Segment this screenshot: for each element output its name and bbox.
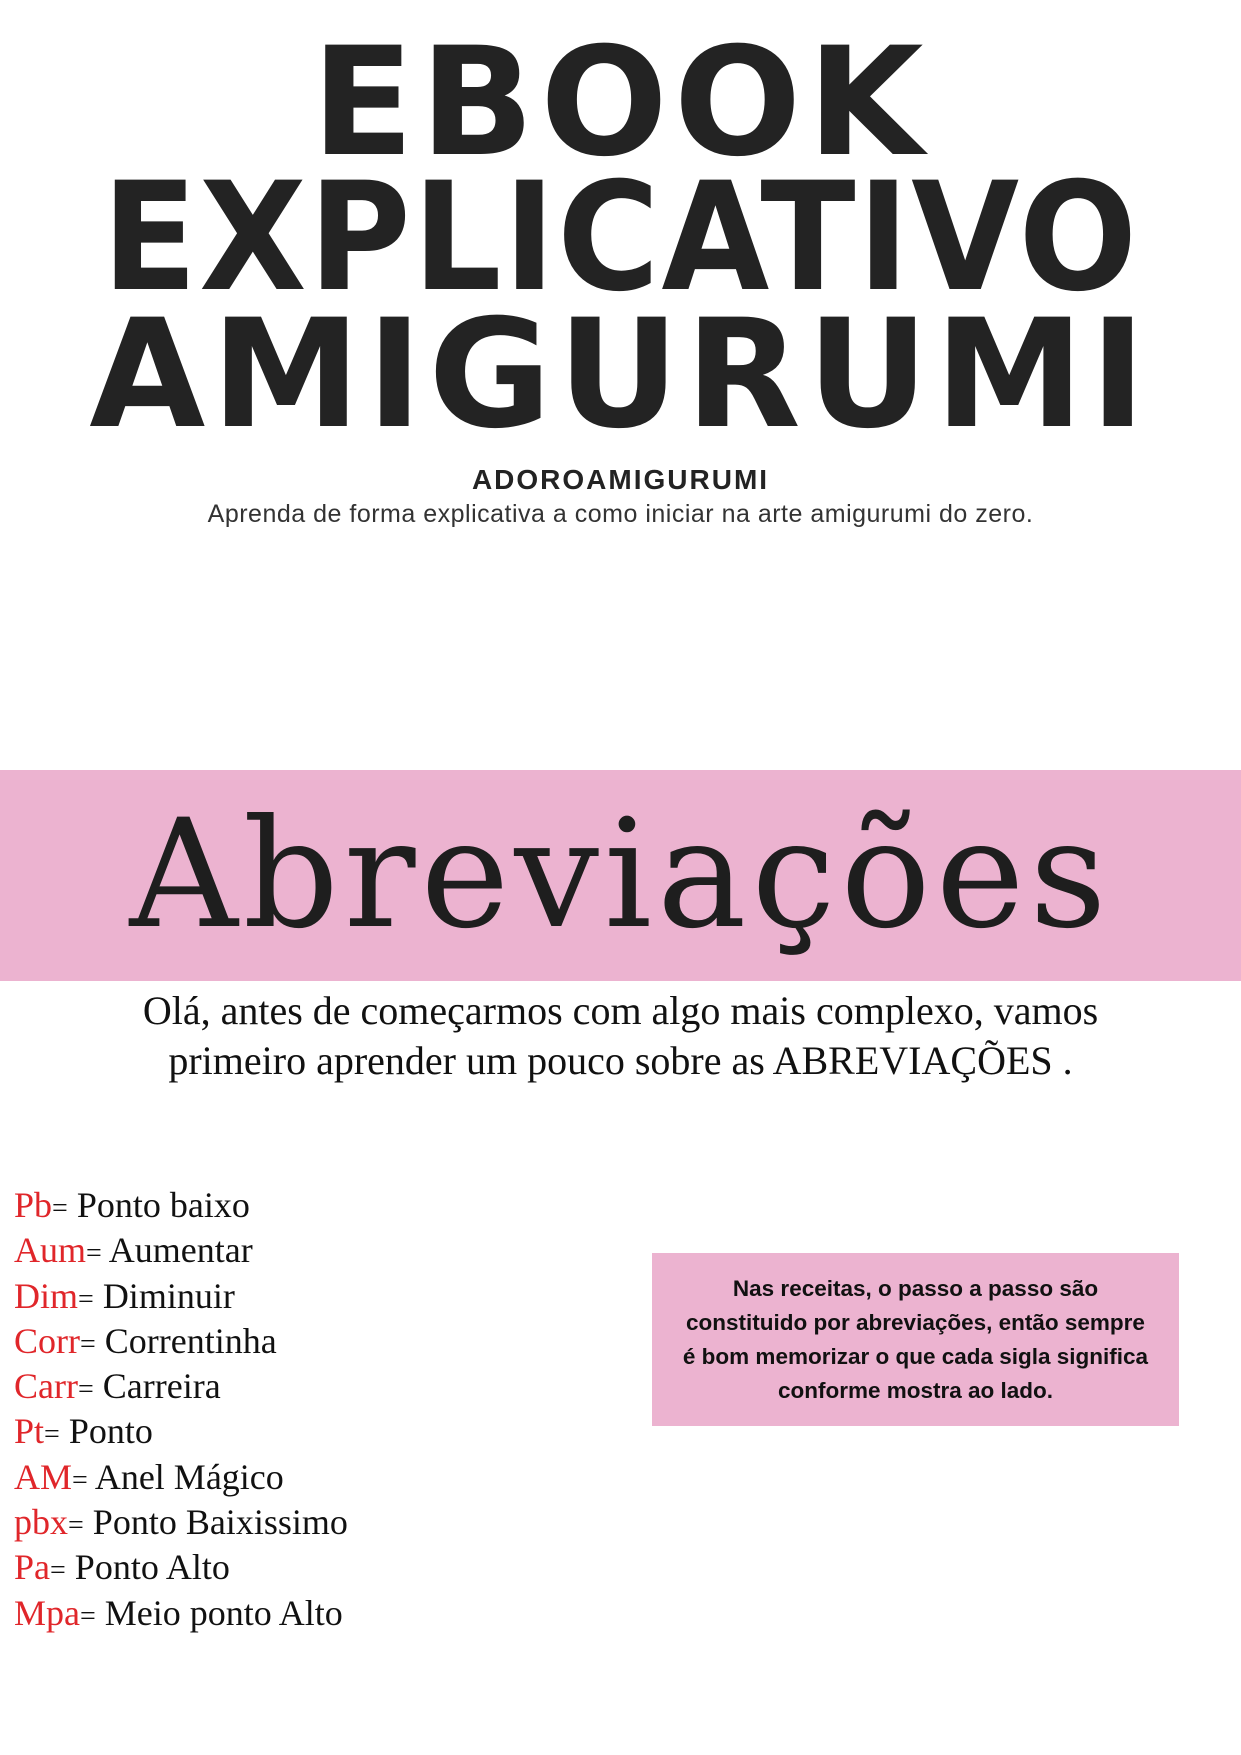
equals-sign: = [50, 1555, 66, 1587]
abbreviation-meaning: Carreira [93, 1366, 221, 1407]
abbreviation-meaning: Diminuir [93, 1275, 235, 1316]
abbreviation-meaning: Ponto Baixissimo [83, 1502, 348, 1543]
tagline: Aprenda de forma explicativa a como iniciar na arte amigurumi do zero. [207, 500, 1034, 528]
abbreviation-code: Pa [14, 1547, 50, 1588]
abbreviation-item [14, 1591, 574, 1636]
equals-sign: = [80, 1600, 96, 1632]
abbreviation-code: Pt [14, 1411, 45, 1452]
abbreviation-meaning: Correntinha [95, 1320, 277, 1361]
section-banner [0, 770, 1241, 981]
abbreviation-item [14, 1409, 574, 1454]
equals-sign: = [44, 1419, 60, 1451]
abbreviation-item [14, 1455, 574, 1500]
equals-sign: = [72, 1464, 88, 1496]
abbreviation-item [14, 1183, 574, 1228]
abbreviation-item [14, 1545, 574, 1590]
section-title: Abreviações [129, 788, 1112, 962]
abbreviation-code: AM [14, 1456, 73, 1497]
equals-sign: = [77, 1374, 94, 1406]
note-box [652, 1253, 1179, 1426]
abbreviation-item [14, 1228, 574, 1273]
note-line-4: conforme mostra ao lado. [777, 1377, 1054, 1403]
equals-sign: = [80, 1328, 96, 1360]
equals-sign: = [52, 1193, 68, 1224]
abbreviation-meaning: Ponto [59, 1411, 153, 1452]
abbreviation-meaning: Anel Mágico [87, 1456, 284, 1497]
equals-sign: = [68, 1510, 84, 1542]
abbreviation-list [14, 1183, 574, 1636]
abbreviation-code: Pb [14, 1185, 53, 1225]
equals-sign: = [86, 1238, 102, 1270]
abbreviation-meaning: Aumentar [101, 1230, 253, 1271]
abbreviation-item [14, 1274, 574, 1319]
abbreviation-meaning: Ponto Alto [65, 1547, 230, 1588]
note-line-1: Nas receitas, o passo a passo são [732, 1275, 1099, 1301]
abbreviation-code: Corr [14, 1320, 80, 1361]
abbreviation-code: Aum [14, 1230, 86, 1271]
abbreviation-code: Carr [14, 1366, 78, 1407]
equals-sign: = [78, 1283, 94, 1315]
title-line-3: AMIGURUMI [89, 288, 1152, 462]
intro-line-1: Olá, antes de começarmos com algo mais complexo, vamos [142, 988, 1099, 1033]
note-line-3: é bom memorizar o que cada sigla significa [682, 1343, 1149, 1369]
title-line-1: EBOOK [311, 16, 930, 190]
intro-line-2: primeiro aprender um pouco sobre as ABREVIAÇÕES . [168, 1038, 1073, 1083]
title-line-2: EXPLICATIVO [101, 151, 1140, 325]
abbreviation-item [14, 1319, 574, 1364]
abbreviation-code: pbx [14, 1502, 68, 1543]
abbreviation-item [14, 1500, 574, 1545]
brand-name: ADOROAMIGURUMI [471, 464, 770, 495]
abbreviation-meaning: Meio ponto Alto [95, 1592, 343, 1633]
abbreviation-meaning: Ponto baixo [67, 1185, 250, 1225]
intro-paragraph [40, 986, 1201, 1086]
abbreviation-code: Mpa [14, 1592, 80, 1633]
note-text [656, 1272, 1176, 1408]
note-line-2: constituido por abreviações, então sempre [686, 1309, 1145, 1335]
abbreviation-item [14, 1364, 574, 1409]
abbreviation-code: Dim [14, 1275, 79, 1316]
